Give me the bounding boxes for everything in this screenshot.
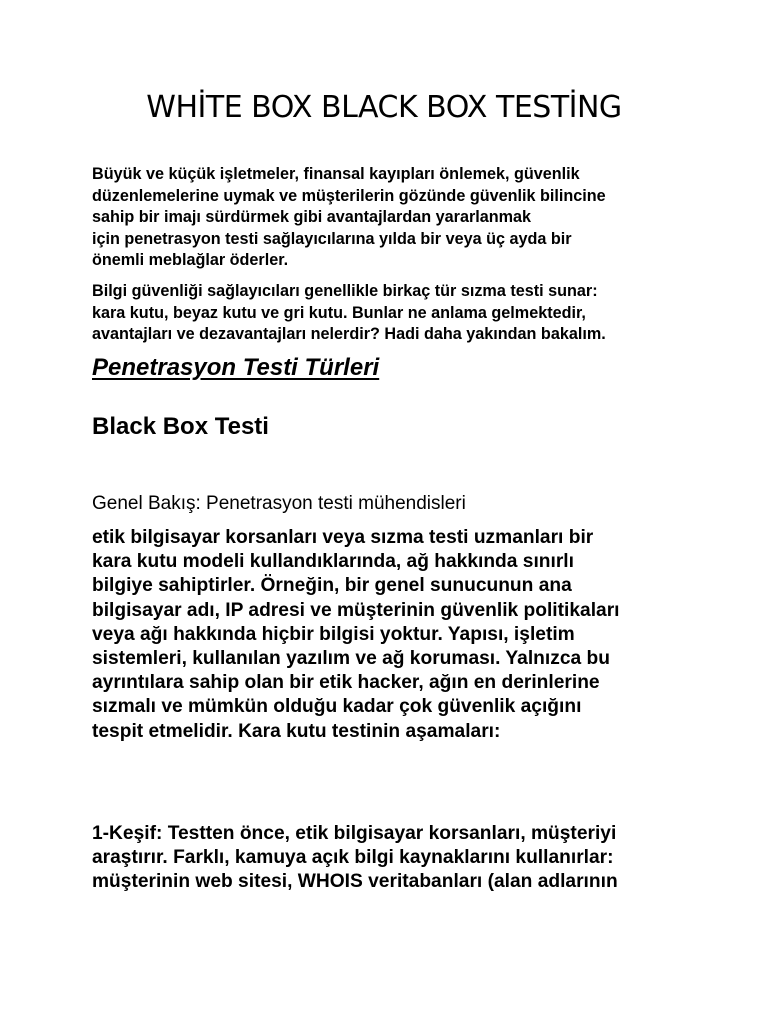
body-1-line-4: bilgisayar adı, IP adresi ve müşterinin güvenlik politikaları (92, 599, 620, 621)
body-1-line-2: kara kutu modeli kullandıklarında, ağ hakkında sınırlı (92, 551, 574, 573)
body-1-line-9: tespit etmelidir. Kara kutu testinin aşamaları: (92, 720, 501, 742)
body-2-line-1: 1-Keşif: Testten önce, etik bilgisayar korsanları, müşteriyi (92, 823, 617, 844)
document-title: WHİTE BOX BLACK BOX TESTİNG (146, 90, 622, 125)
body-2-line-2: araştırır. Farklı, kamuya açık bilgi kaynaklarını kullanırlar: (92, 847, 614, 869)
intro-1-line-1: Büyük ve küçük işletmeler, finansal kayıpları önlemek, güvenlik (92, 165, 580, 183)
body-1-line-5: veya ağı hakkında hiçbir bilgisi yoktur. Yapısı, işletim (92, 623, 575, 645)
body-1-line-7: ayrıntılara sahip olan bir etik hacker, ağın en derinlerine (92, 672, 600, 694)
body-2-line-3: müşterinin web sitesi, WHOIS veritabanları (alan adlarının (92, 871, 618, 893)
intro-1-line-3: sahip bir imajı sürdürmek gibi avantajlardan yararlanmak (92, 208, 532, 226)
body-1-line-6: sistemleri, kullanılan yazılım ve ağ koruması. Yalnızca bu (92, 648, 610, 670)
intro-2-line-2: kara kutu, beyaz kutu ve gri kutu. Bunlar ne anlama gelmektedir, (92, 303, 586, 322)
intro-1-line-2: düzenlemelerine uymak ve müşterilerin gözünde güvenlik bilincine (92, 186, 606, 205)
overview-line: Genel Bakış: Penetrasyon testi mühendisleri (92, 493, 466, 514)
body-1-line-3: bilgiye sahiptirler. Örneğin, bir genel sunucunun ana (92, 575, 572, 597)
intro-1-line-5: önemli meblağlar öderler. (92, 251, 289, 269)
body-1-line-8: sızmalı ve mümkün olduğu kadar çok güvenlik açığını (92, 696, 582, 718)
intro-2-line-3: avantajları ve dezavantajları nelerdir? Hadi daha yakından bakalım. (92, 325, 606, 343)
sub-heading: Black Box Testi (92, 413, 269, 440)
body-paragraph-2 (92, 822, 692, 895)
section-heading: Penetrasyon Testi Türleri (92, 354, 380, 381)
intro-paragraph-2 (92, 281, 682, 346)
body-1-line-1: etik bilgisayar korsanları veya sızma testi uzmanları bir (92, 527, 594, 548)
intro-1-line-4: için penetrasyon testi sağlayıcılarına yılda bir veya üç ayda bir (92, 229, 572, 248)
body-paragraph-1 (92, 526, 692, 744)
intro-paragraph-1 (92, 164, 682, 272)
intro-2-line-1: Bilgi güvenliği sağlayıcıları genellikle birkaç tür sızma testi sunar: (92, 282, 598, 300)
